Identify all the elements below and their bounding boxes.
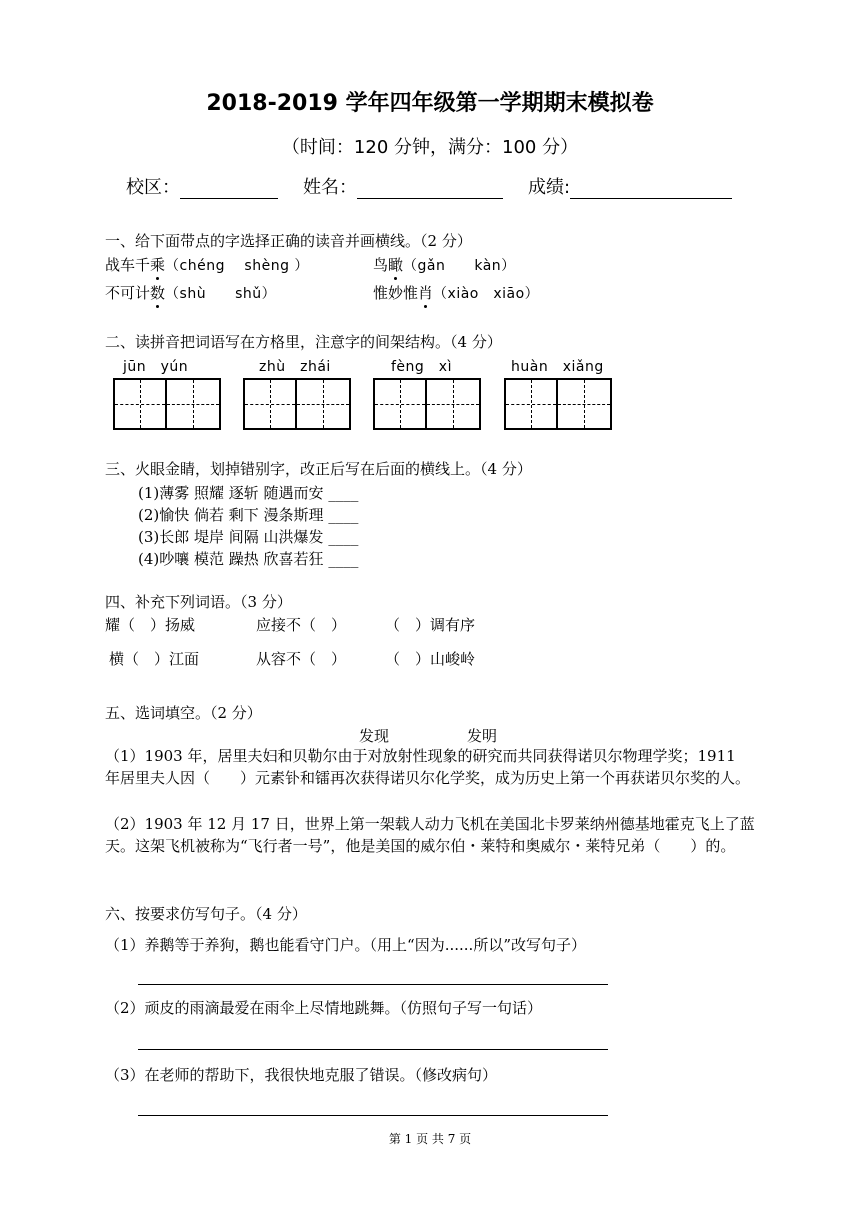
q3-heading: 三、火眼金睛，划掉错别字，改正后写在后面的横线上。（4 分） bbox=[105, 460, 532, 478]
q1-item-2 bbox=[373, 254, 516, 275]
q4-heading: 四、补充下列词语。（3 分） bbox=[105, 593, 292, 611]
q2-pinyin-1: jūn yún bbox=[123, 359, 189, 375]
name-field bbox=[303, 173, 503, 199]
q2-pinyin-3: fèng xì bbox=[391, 359, 452, 375]
q1-item-1 bbox=[105, 254, 309, 275]
q3-item-4: (4)吵嚷 模范 躁热 欣喜若狂 ____ bbox=[138, 550, 359, 568]
q5-word-2: 发明 bbox=[467, 727, 498, 745]
q4-r2-c1: 横（ ）江面 bbox=[109, 650, 200, 668]
q1-item-2-options: （gǎn kàn） bbox=[403, 258, 516, 274]
q6-item-2: （2）顽皮的雨滴最爱在雨伞上尽情地跳舞。（仿照句子写一句话） bbox=[105, 999, 543, 1017]
grid-cell[interactable] bbox=[113, 378, 167, 430]
school-label: 校区： bbox=[126, 177, 180, 198]
grid-cell[interactable] bbox=[504, 378, 558, 430]
q1-item-3-text: 不可计 bbox=[105, 284, 151, 302]
q5-paragraph-1: （1）1903 年，居里夫妇和贝勒尔由于对放射性现象的研究而共同获得诺贝尔物理学奖；1911 年居里夫人因（ ）元素钋和镭再次获得诺贝尔化学奖，成为历史上第一个再获诺贝尔奖的人。 bbox=[105, 747, 751, 787]
q1-item-3-dotted-char: 数 bbox=[150, 284, 166, 302]
q4-r1-c2: 应接不（ ） bbox=[256, 616, 347, 634]
q2-grid-4[interactable] bbox=[504, 378, 612, 430]
q1-item-4 bbox=[373, 282, 539, 303]
q6-item-3: （3）在老师的帮助下，我很快地克服了错误。（修改病句） bbox=[105, 1066, 498, 1084]
q2-grid-3[interactable] bbox=[373, 378, 481, 430]
q5-heading: 五、选词填空。（2 分） bbox=[105, 704, 262, 722]
q1-item-3-options: （shù shǔ） bbox=[165, 286, 277, 302]
name-blank[interactable] bbox=[357, 178, 503, 199]
q6-answer-line-1[interactable] bbox=[138, 983, 608, 985]
q1-item-1-options: （chéng shèng ） bbox=[165, 258, 309, 274]
q2-heading: 二、读拼音把词语写在方格里，注意字的间架结构。（4 分） bbox=[105, 333, 502, 351]
grid-cell[interactable] bbox=[558, 378, 612, 430]
page-title: 2018-2019 学年四年级第一学期期末模拟卷 bbox=[206, 91, 654, 116]
grid-cell[interactable] bbox=[427, 378, 481, 430]
q5-word-1: 发现 bbox=[359, 727, 390, 745]
q5-paragraph-2: （2）1903 年 12 月 17 日，世界上第一架载人动力飞机在美国北卡罗莱纳州德基地霍克飞上了蓝天。这架飞机被称为“飞行者一号”，他是美国的威尔伯・莱特和奥威尔・莱特兄弟（ ）的。 bbox=[105, 815, 755, 855]
score-field bbox=[528, 173, 732, 199]
q3-item-2: (2)愉快 倘若 剩下 漫条斯理 ____ bbox=[138, 506, 359, 524]
school-field bbox=[126, 173, 278, 199]
name-label: 姓名： bbox=[303, 177, 357, 198]
q4-r2-c2: 从容不（ ） bbox=[256, 650, 347, 668]
q4-r2-c3: （ ）山峻岭 bbox=[385, 650, 476, 668]
grid-cell[interactable] bbox=[243, 378, 297, 430]
q1-item-2-dotted-char: 瞰 bbox=[388, 256, 404, 274]
q1-heading: 一、给下面带点的字选择正确的读音并画横线。（2 分） bbox=[105, 232, 472, 250]
q4-r1-c3: （ ）调有序 bbox=[385, 616, 476, 634]
q4-r1-c1: 耀（ ）扬威 bbox=[105, 616, 196, 634]
q1-item-2-text: 鸟 bbox=[373, 256, 389, 274]
q1-item-1-dotted-char: 乘 bbox=[150, 256, 166, 274]
q6-heading: 六、按要求仿写句子。（4 分） bbox=[105, 905, 307, 923]
q1-item-4-dotted-char: 肖 bbox=[418, 284, 434, 302]
q2-pinyin-2: zhù zhái bbox=[259, 359, 331, 375]
q2-pinyin-4: huàn xiǎng bbox=[511, 359, 604, 375]
grid-cell[interactable] bbox=[167, 378, 221, 430]
q1-item-4-text: 惟妙惟 bbox=[373, 284, 419, 302]
q1-item-1-text: 战车千 bbox=[105, 256, 151, 274]
page-footer: 第 1 页 共 7 页 bbox=[388, 1132, 472, 1146]
grid-cell[interactable] bbox=[373, 378, 427, 430]
score-label: 成绩: bbox=[528, 177, 571, 198]
q2-grid-2[interactable] bbox=[243, 378, 351, 430]
q2-grid-1[interactable] bbox=[113, 378, 221, 430]
score-blank[interactable] bbox=[570, 178, 732, 199]
q6-answer-line-2[interactable] bbox=[138, 1048, 608, 1050]
grid-cell[interactable] bbox=[297, 378, 351, 430]
exam-info: （时间：120 分钟，满分：100 分） bbox=[281, 137, 579, 158]
school-blank[interactable] bbox=[180, 178, 278, 199]
q6-item-1: （1）养鹅等于养狗，鹅也能看守门户。（用上“因为......所以”改写句子） bbox=[105, 936, 586, 954]
q1-item-3 bbox=[105, 282, 276, 303]
q1-item-4-options: （xiào xiāo） bbox=[433, 286, 540, 302]
q6-answer-line-3[interactable] bbox=[138, 1114, 608, 1116]
q3-item-1: (1)薄雾 照耀 逐斩 随遇而安 ____ bbox=[138, 484, 359, 502]
q3-item-3: (3)长郎 堤岸 间隔 山洪爆发 ____ bbox=[138, 528, 359, 546]
